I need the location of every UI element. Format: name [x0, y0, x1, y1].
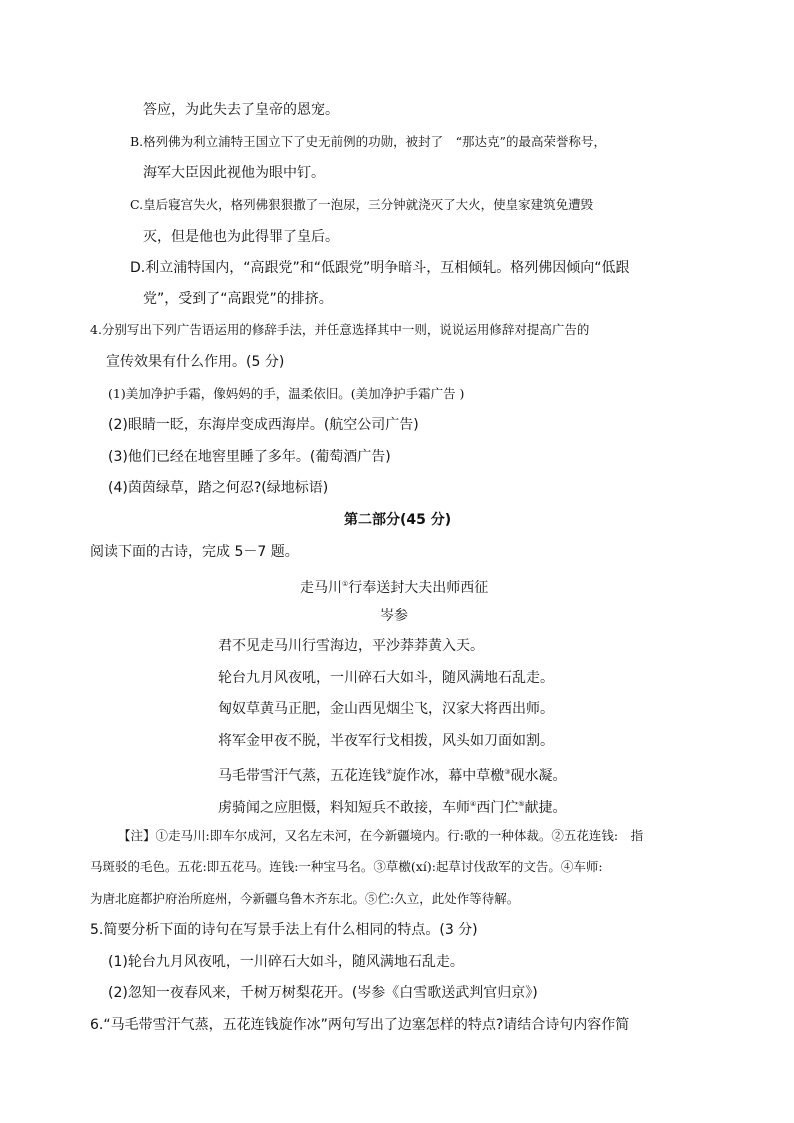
question-5-item-2: (2)忽知一夜春风来，千树万树梨花开。(岑参《白雪歌送武判官归京》) — [108, 985, 538, 1001]
poem-line-1: 君不见走马川行雪海边，平沙莽莽黄入天。 — [218, 638, 484, 654]
notes-line-2: 马斑驳的毛色。五花:即五花马。连钱:一种宝马名。③草檄(xí):起草讨伐敌军的文告。④车师: — [90, 859, 603, 874]
question-4-item-2: (2)眼睛一眨，东海岸变成西海岸。(航空公司广告) — [108, 417, 419, 433]
poem-line-3: 匈奴草黄马正肥，金山西见烟尘飞，汉家大将西出师。 — [218, 701, 554, 717]
part-2-heading: 第二部分(45 分) — [344, 512, 452, 528]
poem-line-2: 轮台九月风夜吼，一川碎石大如斗，随风满地石乱走。 — [218, 670, 554, 686]
question-6-stem: 6.“马毛带雪汗气蒸，五花连钱旋作冰”两句写出了边塞怎样的特点?请结合诗句内容作简 — [90, 1017, 630, 1033]
poem-author: 岑参 — [380, 608, 408, 624]
poem-line-6: 虏骑闻之应胆慑，料知短兵不敢接，车师④西门伫⑤献捷。 — [218, 800, 567, 816]
question-4-stem: 4.分别写出下列广告语运用的修辞手法，并任意选择其中一则，说说运用修辞对提高广告的 — [90, 322, 590, 337]
question-4-item-1: (1)美加净护手霜，像妈妈的手，温柔依旧。(美加净护手霜广告 ) — [108, 386, 465, 401]
option-a-continuation: 答应，为此失去了皇帝的恩宠。 — [143, 102, 339, 118]
notes-line-1: 【注】①走马川:即车尔成河，又名左未河，在今新疆境内。行:歌的一种体裁。②五花连钱: 指 — [118, 828, 644, 843]
part-2-instruction: 阅读下面的古诗，完成 5－7 题。 — [90, 544, 299, 560]
option-b-line2: 海军大臣因此视他为眼中钉。 — [143, 165, 325, 181]
question-4-item-3: (3)他们已经在地窖里睡了多年。(葡萄酒广告) — [108, 449, 391, 465]
question-5-stem: 5.简要分析下面的诗句在写景手法上有什么相同的特点。(3 分) — [90, 922, 478, 938]
option-b-line1: B.格列佛为利立浦特王国立下了史无前例的功勋，被封了 “那达克”的最高荣誉称号， — [130, 134, 606, 149]
option-c-line1: C.皇后寝宫失火，格列佛狠狠撒了一泡尿，三分钟就浇灭了大火，使皇家建筑免遭毁 — [130, 197, 594, 212]
poem-line-5: 马毛带雪汗气蒸，五花连钱②旋作冰，幕中草檄③砚水凝。 — [218, 768, 567, 784]
question-5-item-1: (1)轮台九月风夜吼，一川碎石大如斗，随风满地石乱走。 — [108, 954, 464, 970]
question-4-item-4: (4)茵茵绿草，踏之何忍?(绿地标语) — [108, 480, 329, 496]
option-d-line2: 党”，受到了“高跟党”的排挤。 — [143, 291, 333, 307]
option-c-line2: 灭，但是他也为此得罪了皇后。 — [143, 229, 339, 245]
poem-line-4: 将军金甲夜不脱，半夜军行戈相拨，风头如刀面如割。 — [218, 733, 554, 749]
option-d-line1: D.利立浦特国内，“高跟党”和“低跟党”明争暗斗，互相倾轧。格列佛因倾向“低跟 — [130, 260, 630, 276]
notes-line-3: 为唐北庭都护府治所庭州，今新疆乌鲁木齐东北。⑤伫:久立，此处作等待解。 — [90, 891, 520, 906]
poem-title: 走马川①行奉送封大夫出师西征 — [300, 580, 489, 596]
question-4-stem-cont: 宣传效果有什么作用。(5 分) — [106, 354, 285, 370]
